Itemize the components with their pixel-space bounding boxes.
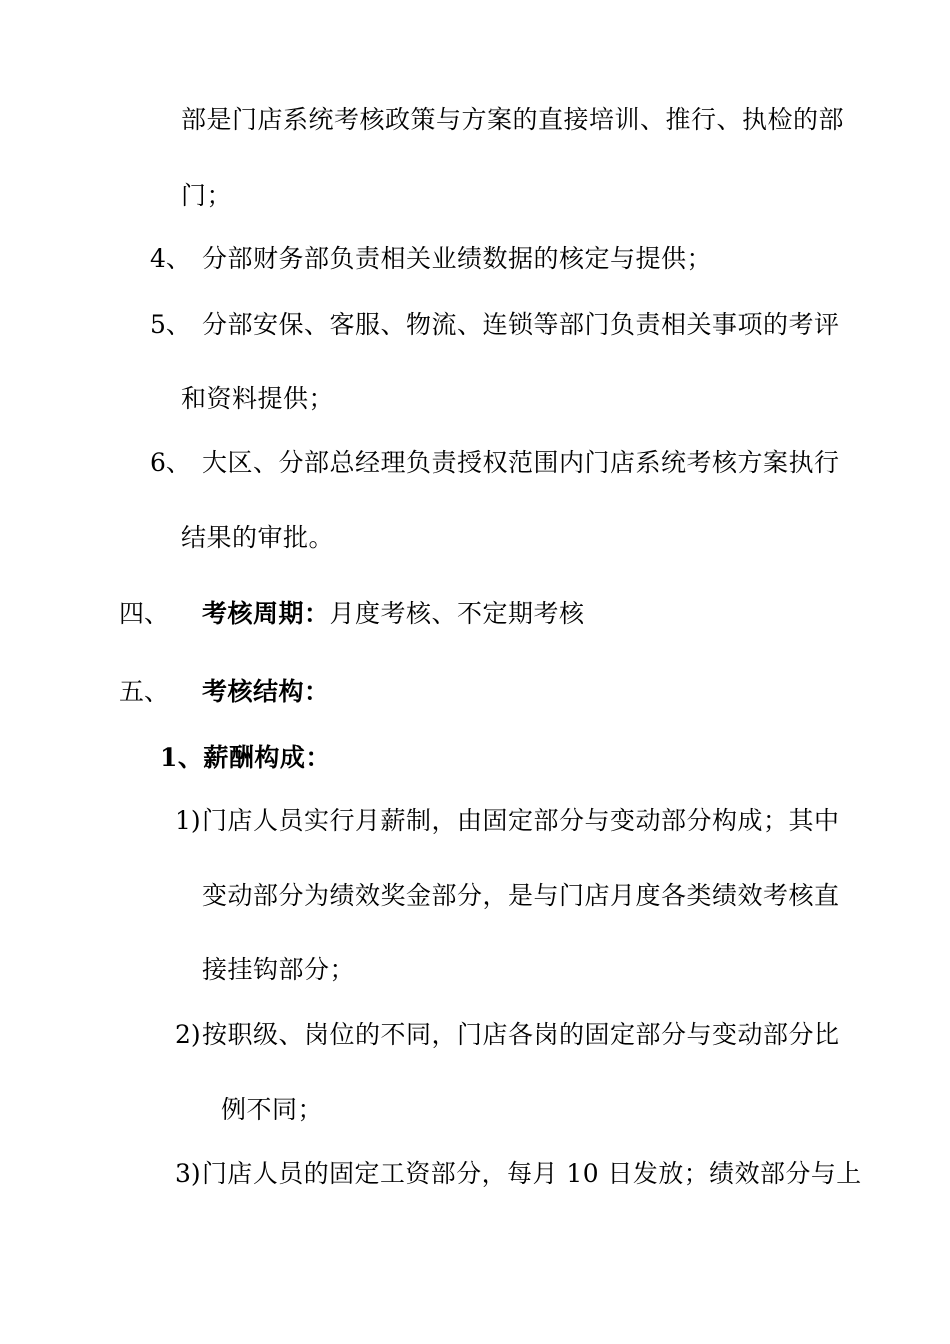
subsection-heading: 1、薪酬构成： <box>160 743 331 772</box>
point-text: 接挂钩部分； <box>202 955 356 984</box>
section-label: 考核周期： <box>202 599 330 628</box>
paragraph-line: 部是门店系统考核政策与方案的直接培训、推行、执检的部 <box>181 105 845 134</box>
point-text: 门店人员实行月薪制，由固定部分与变动部分构成；其中 <box>202 806 840 835</box>
section-heading <box>202 596 585 632</box>
point-text: 按职级、岗位的不同，门店各岗的固定部分与变动部分比 <box>202 1020 840 1049</box>
list-item-text: 分部财务部负责相关业绩数据的核定与提供； <box>202 244 713 273</box>
point-number: 2) <box>175 1020 201 1049</box>
section-label: 考核结构： <box>202 677 330 706</box>
paragraph-line: 门； <box>181 181 233 210</box>
list-item-text: 分部安保、客服、物流、连锁等部门负责相关事项的考评 <box>202 310 840 339</box>
section-number: 四、 <box>119 599 170 628</box>
section-text: 月度考核、不定期考核 <box>329 599 585 628</box>
list-item-text: 大区、分部总经理负责授权范围内门店系统考核方案执行 <box>202 448 840 477</box>
list-number: 4、 <box>150 244 191 273</box>
section-number: 五、 <box>119 677 170 706</box>
list-item-text: 结果的审批。 <box>181 523 335 552</box>
point-text: 门店人员的固定工资部分，每月 10 日发放；绩效部分与上 <box>202 1159 862 1188</box>
list-number: 5、 <box>150 310 191 339</box>
point-text: 变动部分为绩效奖金部分，是与门店月度各类绩效考核直 <box>202 881 840 910</box>
list-item-text: 和资料提供； <box>181 384 335 413</box>
point-text: 例不同； <box>221 1095 324 1124</box>
list-number: 6、 <box>150 448 191 477</box>
point-number: 3) <box>175 1159 201 1188</box>
point-number: 1) <box>175 806 201 835</box>
